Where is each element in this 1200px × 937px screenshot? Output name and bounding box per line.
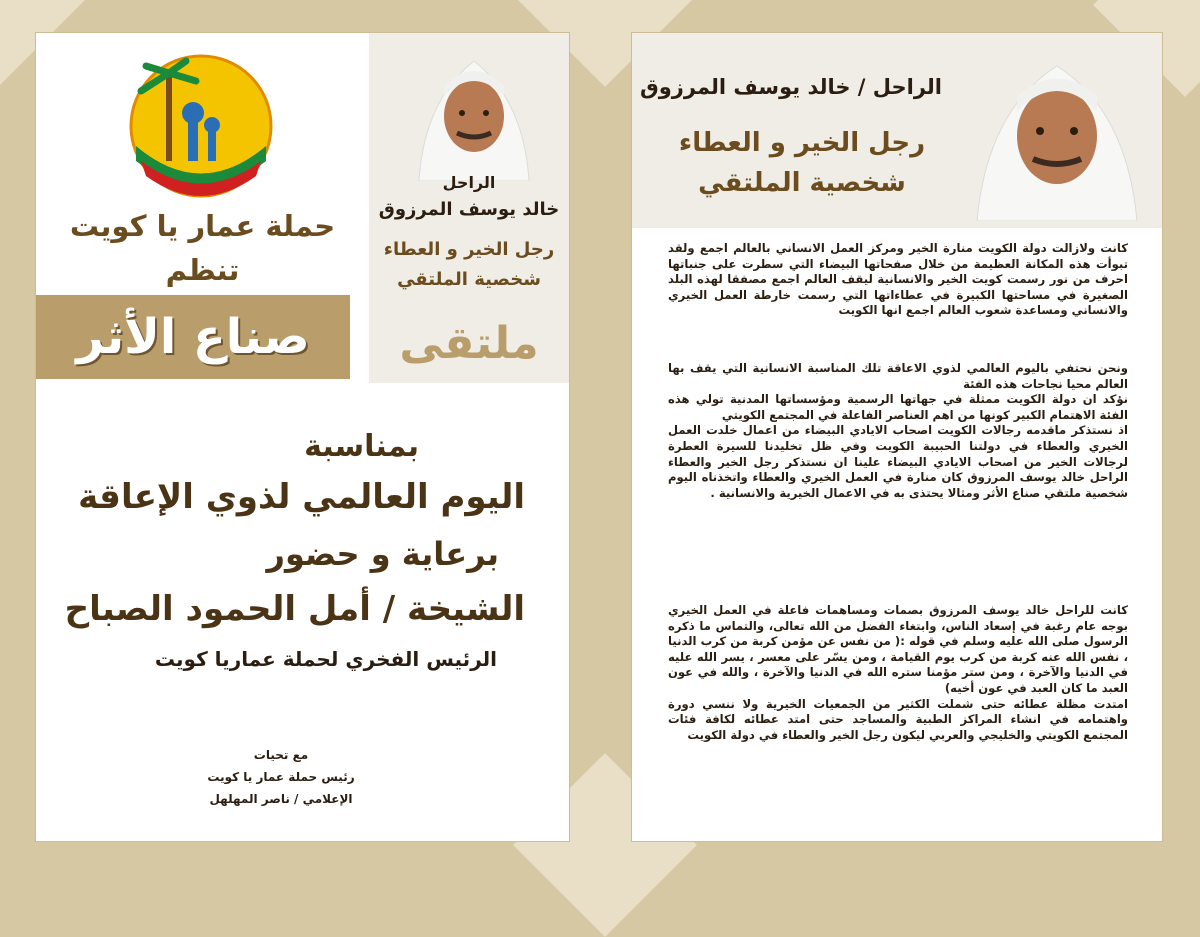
right-flyer-page	[632, 33, 1162, 841]
paragraph-text: كانت للراحل خالد يوسف المرزوق بصمات ومساهمات فاعلة في العمل الخيري بوجه عام رغبة في إسعاد الناس، وابتغاء الفضل من الله تعالى، والتماس ما ذكره الرسول صلى الله عليه وسلم في قوله :( من نفس عن مؤمن كربة من كرب الدنيا ، نفس الله عنه كربة من كرب يوم القيامة ، ومن يسّر على معسر ، يسر الله عليه في الدنيا والآخرة ، ومن ستر مؤمنا ستره الله في الدنيا والآخرة ، والله في عون العبد ما كان العبد في عون أخيه)	[668, 603, 1128, 695]
event-name-band: صناع الأثر	[36, 295, 350, 379]
greeting-line: رئيس حملة عمار يا كويت	[207, 770, 355, 784]
occasion-title: اليوم العالمي لذوي الإعاقة	[78, 477, 525, 517]
honoree-title: رجل الخير و العطاء	[383, 239, 555, 260]
honoree-role: شخصية الملتقي	[698, 168, 906, 198]
honoree-heading: الراحل / خالد يوسف المرزوق	[639, 75, 942, 99]
greeting-line: الإعلامي / ناصر المهلهل	[209, 792, 353, 806]
honoree-role: شخصية الملتقي	[397, 269, 541, 290]
greeting-line: مع تحيات	[253, 748, 309, 762]
body-paragraph	[668, 241, 1128, 319]
honoree-title: رجل الخير و العطاء	[678, 128, 926, 158]
sheikha-name: الشيخة / أمل الحمود الصباح	[64, 589, 525, 629]
patronage-text: برعاية و حضور	[266, 535, 499, 573]
sheikha-title: الرئيس الفخري لحملة عماريا كويت	[154, 647, 497, 671]
honoree-late-label: الراحل	[442, 173, 496, 192]
left-flyer-page	[36, 33, 569, 841]
honoree-name: خالد يوسف المرزوق	[378, 199, 560, 220]
honoree-panel	[369, 33, 569, 383]
campaign-logo	[126, 51, 276, 201]
header-panel	[632, 33, 1162, 228]
body-paragraph	[668, 603, 1128, 743]
paragraph-text: اذ نستذكر ماقدمه رجالات الكويت اصحاب الايادي البيضاء من اعمال خلدت العمل الخيري والعطاء في دولتنا الحبيبة الكويت وفي ظل تخليدنا للسيرة العطرة لرجالات الخير من اصحاب الايادي البيضاء علينا ان نستذكر رجل الخير والعطاء الراحل خالد يوسف المرزوق كان منارة في العمل الخيري والعطاء واتخذناه اليوم شخصية ملتقي صناع الأثر ومثالا يحتذى به في الاعمال الخيرية والانسانية .	[668, 423, 1128, 500]
honoree-photo	[409, 41, 539, 181]
paragraph-text: كانت ولازالت دولة الكويت منارة الخير ومركز العمل الانساني بالعالم اجمع ولقد تبوأت هذه المكانة العظيمة من خلال صفحاتها البيضاء التي سطرت على جنباتها احرف من نور رسمت كويت الخير والانسانية ليقف العالم اجمع مصفقا لهذه البلد الصغيرة في مساحتها الكبيرة في عطاءاتها التي رسمت خارطة العمل الخيري والانساني ومساعدة شعوب العالم اجمع انها الكويت	[668, 241, 1128, 318]
organizes-text: تنظم	[165, 253, 240, 287]
paragraph-text: امتدت مظلة عطائه حتى شملت الكثير من الجمعيات الخيرية ولا ننسي دورة واهتمامه في انشاء المراكز الطبية والمساجد حتى امتد عطائه لكافة فئات المجتمع الكويتي والخليجي والعربي ليكون رجل الخير والعطاء في دولة الكويت	[668, 696, 1128, 742]
occasion-prefix: بمناسبة	[304, 429, 419, 464]
campaign-name: حملة عمار يا كويت	[69, 209, 336, 243]
body-paragraph	[668, 361, 1128, 501]
paragraph-text: ونحن نحتفي باليوم العالمي لذوي الاعاقة تلك المناسبة الانسانية التي يقف بها العالم محيا نجاحات هذه الفئة	[668, 361, 1128, 391]
forum-word: ملتقى	[399, 318, 539, 369]
honoree-photo	[967, 41, 1147, 221]
paragraph-text: نؤكد ان دولة الكويت ممثلة في جهاتها الرسمية ومؤسساتها المدنية تولي هذه الفئة الاهتمام الكبير كونها من اهم العناصر الفاعلة في المجتمع الكويتي	[668, 392, 1128, 422]
